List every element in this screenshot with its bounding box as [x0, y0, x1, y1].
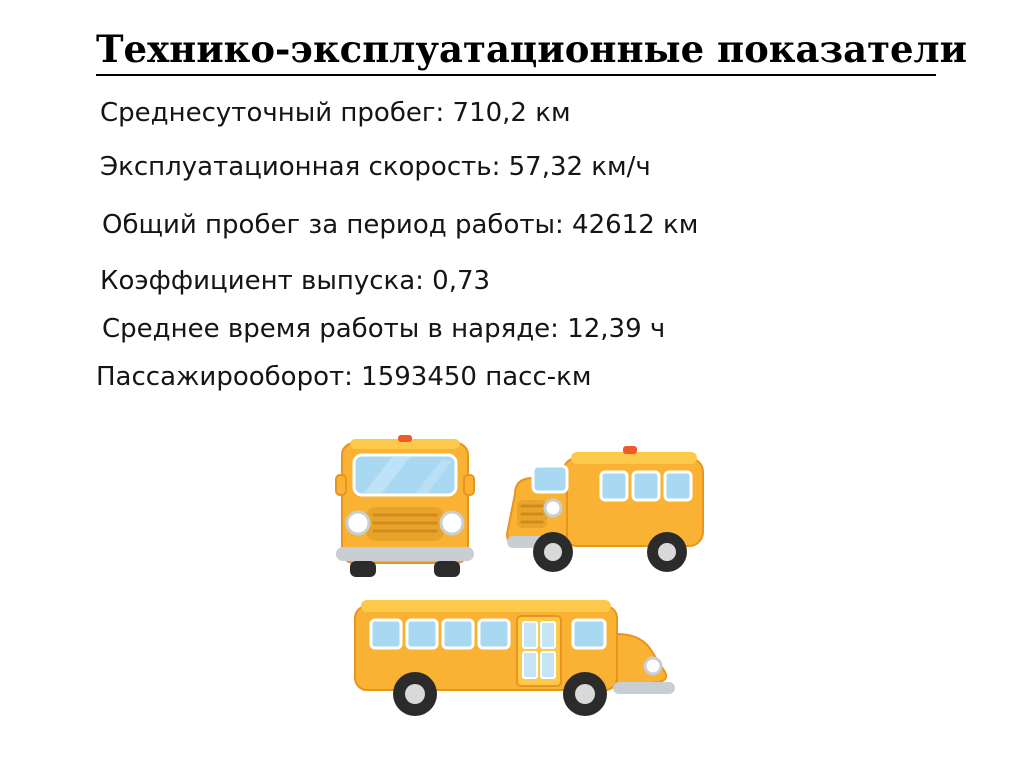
page-title: Технико-эксплуатационные показатели — [96, 26, 936, 76]
list-item: Общий пробег за период работы: 42612 км — [102, 210, 699, 240]
list-item: Среднесуточный пробег: 710,2 км — [100, 98, 571, 128]
school-bus-front-icon — [320, 435, 490, 599]
list-item: Коэффициент выпуска: 0,73 — [100, 266, 491, 296]
school-bus-threequarter-icon — [505, 442, 715, 596]
list-item: Пассажирооборот: 1593450 пасс-км — [96, 362, 592, 392]
school-bus-side-icon — [345, 590, 705, 744]
list-item: Среднее время работы в наряде: 12,39 ч — [102, 314, 666, 344]
list-item: Эксплуатационная скорость: 57,32 км/ч — [100, 152, 651, 182]
illustration-group — [300, 420, 760, 750]
